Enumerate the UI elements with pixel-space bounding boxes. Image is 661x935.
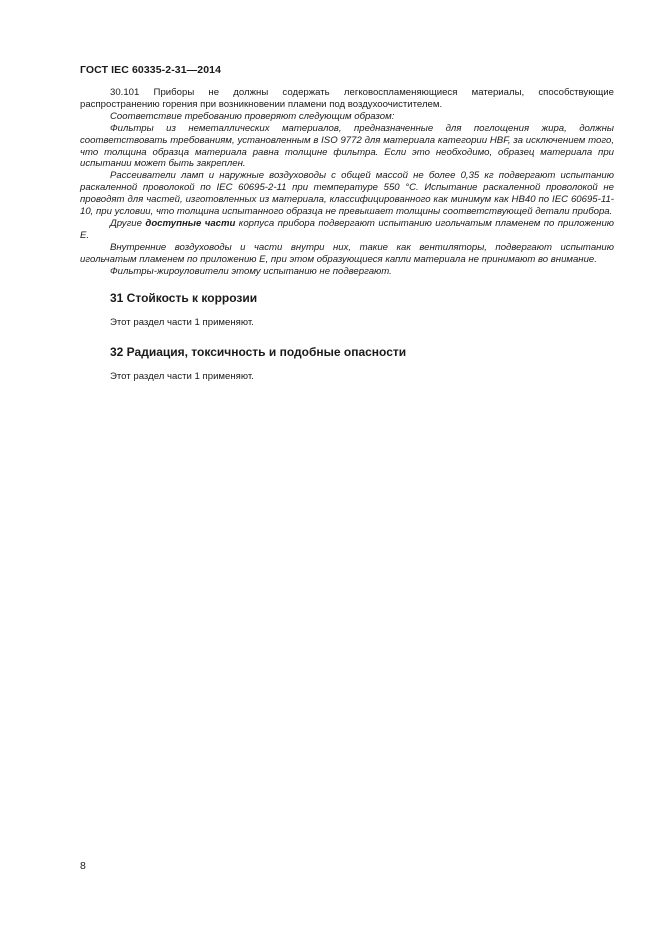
paragraph-glow-wire-test: Рассеиватели ламп и наружные воздуховоды с общей массой не более 0,35 кг подвергают испытанию раскаленной проволокой по IEC 60695-2-11 при температуре 550 °С. Испытание раскаленной проволокой не проводят для частей, изготовленных из материала, классифицированного как минимум как HB40 по IEC 60695-11-10, при условии, что толщина испытанного образца не превышает толщины соответствующей детали прибора.	[80, 170, 614, 218]
heading-section-31: 31 Стойкость к коррозии	[110, 290, 258, 305]
paragraph-accessible-parts	[80, 218, 614, 242]
paragraph-grease-filters: Фильтры-жироуловители этому испытанию не подвергают.	[110, 265, 392, 277]
text-fragment: Другие	[110, 217, 146, 229]
document-code: ГОСТ IEC 60335-2-31—2014	[80, 64, 222, 76]
compliance-check-intro: Соответствие требованию проверяют следующим образом:	[110, 110, 395, 122]
paragraph-filters: Фильтры из неметаллических материалов, предназначенные для поглощения жира, должны соответствовать требованиям, установленным в ISO 9772 для материала категории HBF, за исключением того, что толщина образца материала равна толщине фильтра. Если это необходимо, образец материала при испытании может быть закреплен.	[80, 122, 614, 170]
text-fragment: корпуса прибора подвергают испытанию игольчатым пламенем по приложению Е.	[80, 217, 614, 241]
defined-term: доступные части	[145, 217, 236, 229]
paragraph-internal-ducts: Внутренние воздуховоды и части внутри них, такие как вентиляторы, подвергают испытанию игольчатым пламенем по приложению Е, при этом образующиеся капли материала не принимают во внимание.	[80, 241, 614, 265]
section-32-text: Этот раздел части 1 применяют.	[110, 371, 254, 383]
page-content	[80, 87, 614, 383]
paragraph-30-101: 30.101 Приборы не должны содержать легковоспламеняющиеся материалы, способствующие распространению горения при возникновении пламени под воздухоочистителем.	[80, 87, 614, 110]
section-31-text: Этот раздел части 1 применяют.	[110, 316, 254, 328]
heading-section-32: 32 Радиация, токсичность и подобные опасности	[110, 345, 407, 360]
page-number: 8	[80, 860, 86, 872]
